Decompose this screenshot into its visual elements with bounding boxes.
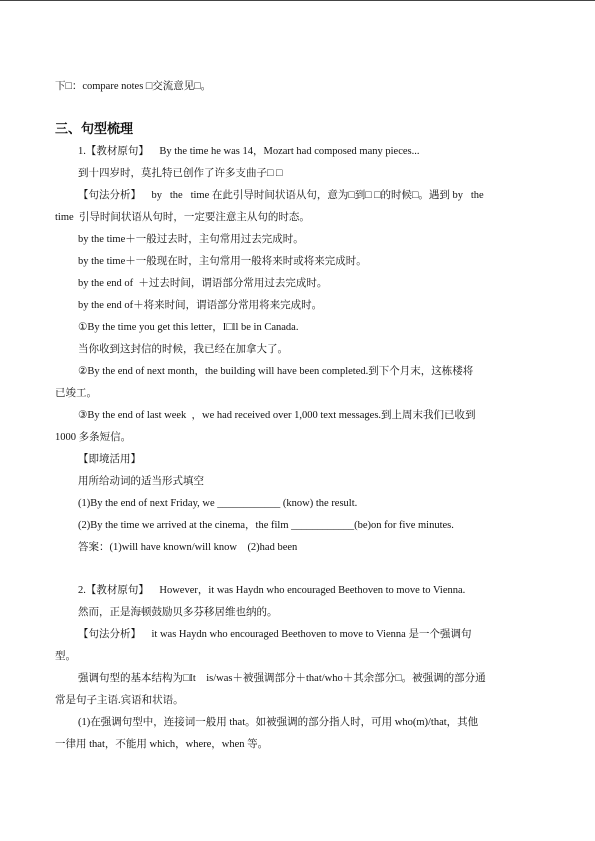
text-line: 型。: [55, 651, 76, 662]
subsection-label: 【即境活用】: [78, 454, 141, 465]
text-line: 1000 多条短信。: [55, 432, 132, 443]
text-line: by the time＋一般过去时，主句常用过去完成时。: [78, 234, 304, 245]
text-line: 一律用 that，不能用 which，where，when 等。: [55, 739, 269, 750]
text-line: 当你收到这封信的时候，我已经在加拿大了。: [78, 344, 288, 355]
text-line: by the time＋一般现在时，主句常用一般将来时或将来完成时。: [78, 256, 367, 267]
text-line: by the end of＋将来时间，谓语部分常用将来完成时。: [78, 300, 323, 311]
exercise-item: (2)By the time we arrived at the cinema，the film ____________(be)on for five minutes.: [78, 520, 454, 531]
text-line: ①By the time you get this letter，I□ll be in Canada.: [78, 322, 299, 333]
text-line: 到十四岁时，莫扎特已创作了许多支曲子□ □: [78, 168, 283, 179]
section-heading: 三、句型梳理: [55, 121, 134, 136]
text-line: 常是句子主语.宾语和状语。: [55, 695, 184, 706]
text-line: 2.【教材原句】 However，it was Haydn who encouraged Beethoven to move to Vienna.: [78, 585, 466, 596]
text-line: (1)在强调句型中，连接词一般用 that。如被强调的部分指人时，可用 who(m)/that，其他: [78, 717, 479, 728]
text-line: 【句法分析】 by the time 在此引导时间状语从句，意为□到□ □的时候□。遇到 by the: [78, 190, 484, 201]
exercise-item: (1)By the end of next Friday, we ____________ (know) the result.: [78, 498, 358, 509]
text-line: ②By the end of next month，the building will have been completed.到下个月末，这栋楼将: [78, 366, 474, 377]
answer-line: 答案：(1)will have known/will know (2)had been: [78, 542, 298, 553]
text-line: 然而，正是海顿鼓励贝多芬移居维也纳的。: [78, 607, 278, 618]
text-line: ③By the end of last week ，we had received over 1,000 text messages.到上周末我们已收到: [78, 410, 476, 421]
text-line: 已竣工。: [55, 388, 97, 399]
text-line: 【句法分析】 it was Haydn who encouraged Beethoven to move to Vienna 是一个强调句: [78, 629, 472, 640]
text-line: 强调句型的基本结构为□It is/was＋被强调部分＋that/who＋其余部分□。被强调的部分通: [78, 673, 486, 684]
text-line: 1.【教材原句】 By the time he was 14，Mozart had composed many pieces...: [78, 146, 420, 157]
text-line: time 引导时间状语从句时，一定要注意主从句的时态。: [55, 212, 310, 223]
text-line: by the end of ＋过去时间，谓语部分常用过去完成时。: [78, 278, 328, 289]
text-line: 下□：compare notes □交流意见□。: [55, 81, 212, 92]
text-line: 用所给动词的适当形式填空: [78, 476, 204, 487]
